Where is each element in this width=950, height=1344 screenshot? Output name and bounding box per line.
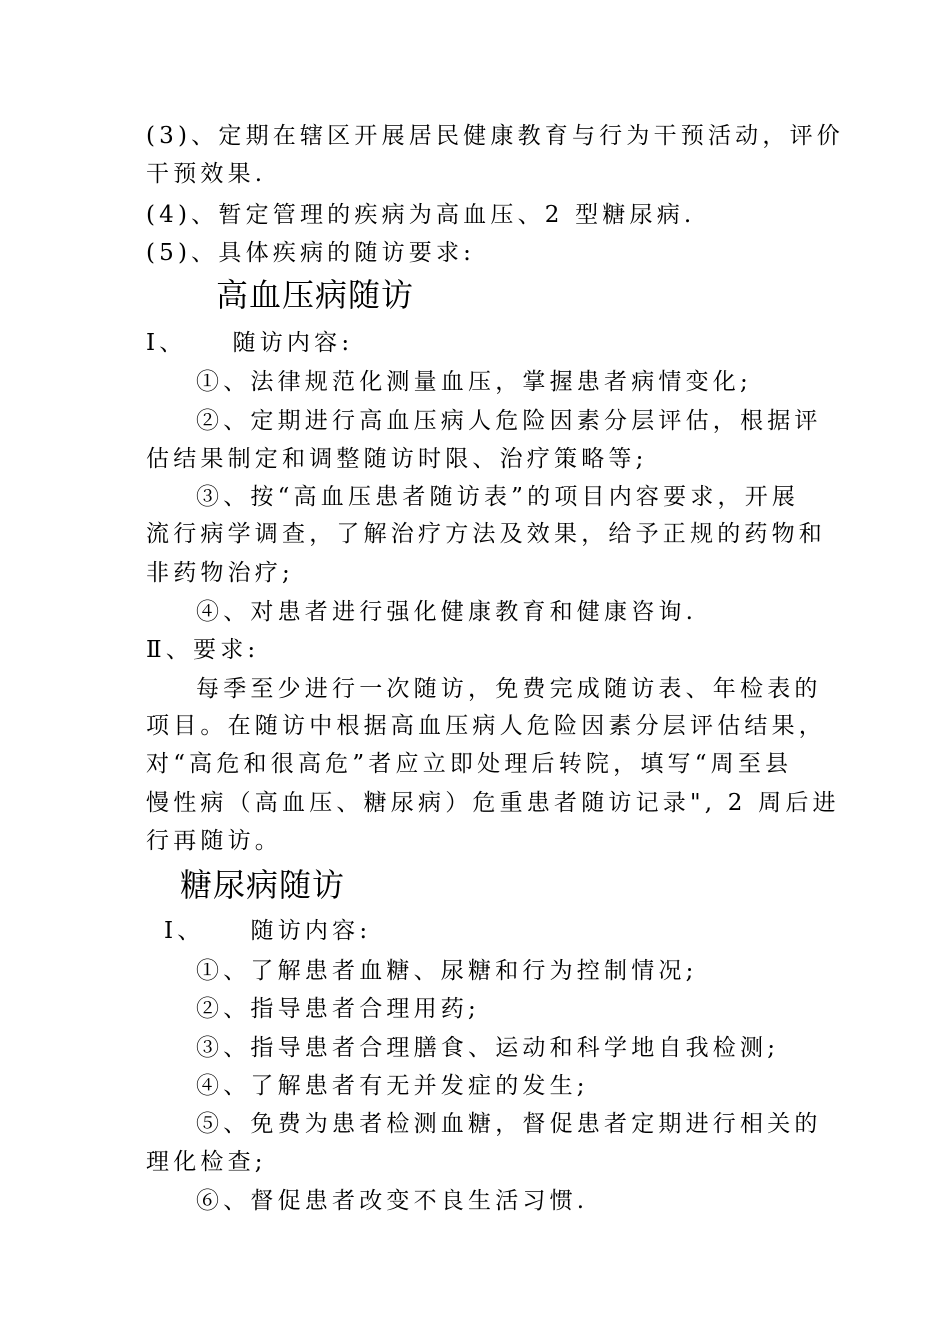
intro-item-4: (4)、暂定管理的疾病为高血压、2 型糖尿病. [146, 202, 696, 228]
hypertension-requirements-line-2: 项目。在随访中根据高血压病人危险因素分层评估结果， [146, 713, 826, 739]
hypertension-requirements-line-1: 每季至少进行一次随访，免费完成随访表、年检表的 [196, 676, 822, 702]
hypertension-content-1: ①、法律规范化测量血压，掌握患者病情变化; [196, 369, 752, 395]
diabetes-content-6: ⑥、督促患者改变不良生活习惯. [196, 1188, 589, 1214]
diabetes-content-5-line-2: 理化检查; [146, 1149, 267, 1175]
hypertension-requirements-line-4: 慢性病（高血压、糖尿病）危重患者随访记录", 2 周后进 [146, 790, 840, 816]
hypertension-content-label: Ⅰ、 随访内容: [146, 330, 354, 356]
hypertension-requirements-line-5: 行再随访。 [146, 828, 282, 854]
intro-item-3-line-2: 干预效果. [146, 161, 267, 187]
diabetes-content-2: ②、指导患者合理用药; [196, 996, 480, 1022]
hypertension-content-3-line-3: 非药物治疗; [146, 560, 294, 586]
intro-item-5: (5)、具体疾病的随访要求: [146, 240, 476, 266]
hypertension-content-3-line-2: 流行病学调查，了解治疗方法及效果，给予正规的药物和 [146, 521, 826, 547]
hypertension-heading: 高血压病随访 [216, 276, 415, 314]
hypertension-content-3-line-1: ③、按“高血压患者随访表”的项目内容要求，开展 [196, 484, 800, 510]
hypertension-requirements-label: Ⅱ、要求: [146, 637, 260, 663]
diabetes-content-4: ④、了解患者有无并发症的发生; [196, 1073, 589, 1099]
diabetes-content-label: Ⅰ、 随访内容: [164, 918, 372, 944]
diabetes-heading: 糖尿病随访 [180, 866, 346, 904]
intro-item-3-line-1: (3)、定期在辖区开展居民健康教育与行为干预活动，评价 [146, 123, 844, 149]
hypertension-requirements-line-3: 对“高危和很高危”者应立即处理后转院，填写“周至县 [146, 751, 793, 777]
hypertension-content-4: ④、对患者进行强化健康教育和健康咨询. [196, 599, 698, 625]
diabetes-content-5-line-1: ⑤、免费为患者检测血糖，督促患者定期进行相关的 [196, 1111, 822, 1137]
hypertension-content-2-line-2: 估结果制定和调整随访时限、治疗策略等; [146, 446, 648, 472]
diabetes-content-3: ③、指导患者合理膳食、运动和科学地自我检测; [196, 1035, 780, 1061]
diabetes-content-1: ①、了解患者血糖、尿糖和行为控制情况; [196, 958, 698, 984]
hypertension-content-2-line-1: ②、定期进行高血压病人危险因素分层评估，根据评 [196, 408, 822, 434]
